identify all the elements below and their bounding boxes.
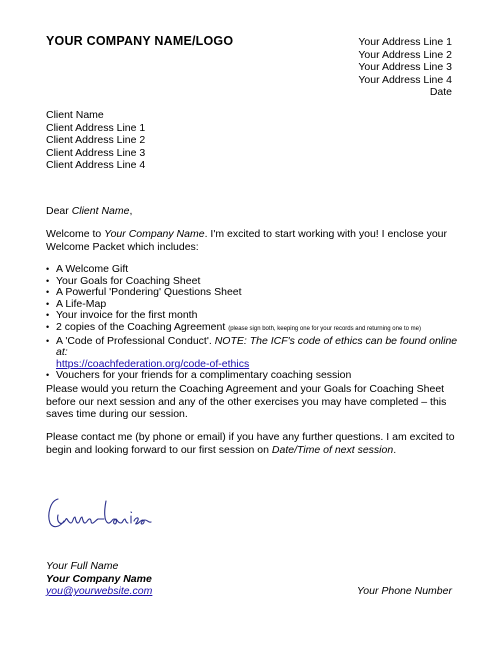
client-address-line: Client Address Line 2 bbox=[46, 134, 146, 146]
letter-date: Date bbox=[429, 86, 452, 98]
salutation-prefix: Dear bbox=[46, 205, 72, 217]
address-line: Your Address Line 2 bbox=[358, 48, 452, 61]
welcome-packet-list bbox=[46, 264, 466, 382]
client-address-line: Client Address Line 3 bbox=[46, 146, 146, 159]
contact-text: Please contact me (by phone or email) if you have any further questions. I am excited to begin and looking forward to our first session on bbox=[46, 431, 455, 456]
list-item-text: A 'Code of Professional Conduct'. bbox=[56, 334, 215, 347]
intro-after: . I'm excited to start working with you! I enclose your Welcome Packet which includes: bbox=[46, 228, 448, 253]
list-item: • Vouchers for your friends for a complimentary coaching session bbox=[46, 370, 466, 382]
list-item: • Your invoice for the first month bbox=[46, 310, 466, 322]
sender-full-name: Your Full Name bbox=[46, 560, 119, 572]
address-line: Your Address Line 1 bbox=[358, 36, 452, 48]
list-item bbox=[46, 322, 466, 336]
intro-paragraph bbox=[46, 228, 456, 253]
client-address-line: Client Address Line 1 bbox=[46, 121, 146, 134]
list-item-note: (please sign both, keeping one for your records and returning one to me) bbox=[228, 325, 421, 332]
sender-company-name: Your Company Name bbox=[46, 572, 152, 585]
list-item: • A Life-Map bbox=[46, 299, 466, 311]
client-address-block bbox=[46, 109, 145, 172]
list-item bbox=[46, 336, 466, 371]
client-name: Client Name bbox=[46, 109, 104, 121]
contact-paragraph bbox=[46, 431, 458, 456]
next-session-placeholder: Date/Time of next session bbox=[271, 443, 394, 456]
return-request-paragraph: Please would you return the Coaching Agreement and your Goals for Coaching Sheet before our next session and any of the other exercises you may have completed – this saves time during our session. bbox=[46, 383, 447, 420]
client-address-line: Client Address Line 4 bbox=[46, 159, 146, 171]
handwritten-signature bbox=[44, 493, 154, 535]
list-item-note: NOTE: The ICF's code of ethics can be found online at: bbox=[56, 334, 458, 359]
address-line: Your Address Line 3 bbox=[358, 61, 452, 73]
intro-before: Welcome to bbox=[46, 228, 105, 240]
list-item: • A Powerful 'Pondering' Questions Sheet bbox=[46, 287, 466, 299]
salutation bbox=[46, 205, 132, 217]
address-line: Your Address Line 4 bbox=[358, 73, 452, 86]
sender-phone: Your Phone Number bbox=[356, 585, 452, 597]
salutation-suffix: , bbox=[129, 205, 133, 217]
sender-address bbox=[358, 36, 452, 99]
contact-end: . bbox=[393, 443, 397, 456]
list-item-text: 2 copies of the Coaching Agreement bbox=[56, 320, 226, 333]
signoff-block bbox=[46, 560, 152, 598]
sender-email-link[interactable]: you@yourwebsite.com bbox=[46, 585, 153, 597]
salutation-client-name: Client Name bbox=[71, 205, 130, 217]
list-item: • A Welcome Gift bbox=[46, 264, 466, 276]
icf-ethics-link[interactable]: https://coachfederation.org/code-of-ethics bbox=[56, 357, 250, 370]
list-item: • Your Goals for Coaching Sheet bbox=[46, 276, 466, 288]
intro-company-name: Your Company Name bbox=[104, 228, 205, 240]
company-logo-text: YOUR COMPANY NAME/LOGO bbox=[46, 34, 234, 48]
